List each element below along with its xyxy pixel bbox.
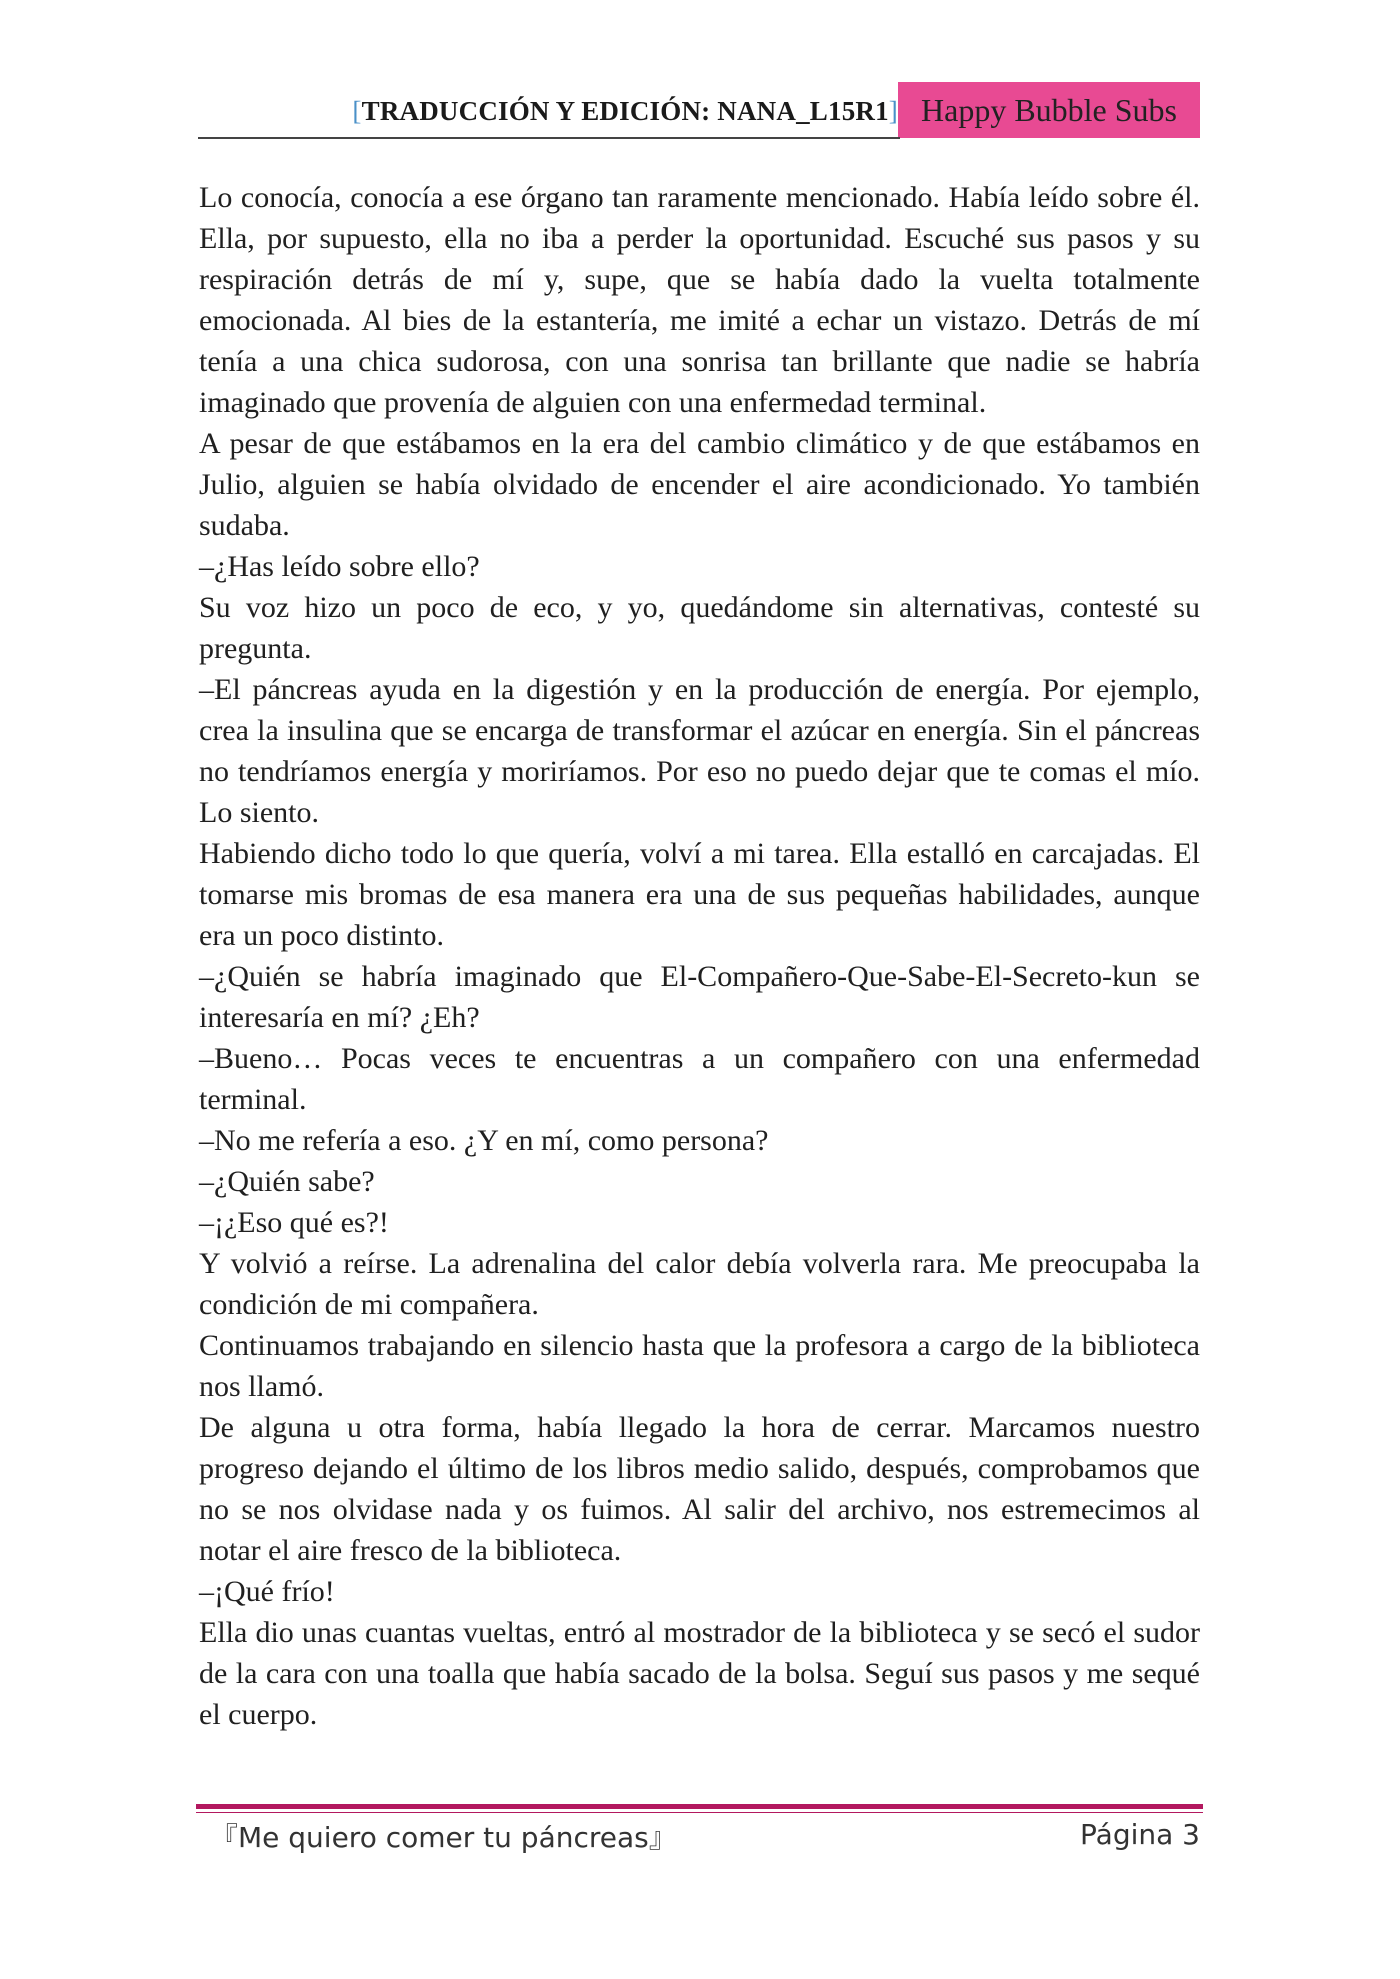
- credit-bracket-open: [: [352, 96, 362, 126]
- paragraph: –¡Qué frío!: [199, 1575, 335, 1608]
- page-header: [198, 82, 1200, 138]
- paragraph: –No me refería a eso. ¿Y en mí, como persona?: [199, 1124, 769, 1157]
- credit-bracket-close: ]: [888, 96, 898, 126]
- paragraph: –¿Has leído sobre ello?: [199, 550, 480, 583]
- translation-credit: [352, 96, 898, 127]
- footer-divider: [196, 1804, 1203, 1809]
- paragraph: Su voz hizo un poco de eco, y yo, quedándome sin alternativas, contesté su pregunta.: [199, 591, 1200, 665]
- paragraph: De alguna u otra forma, había llegado la hora de cerrar. Marcamos nuestro progreso dejando el último de los libros medio salido, después, comprobamos que no se nos olvidase nada y os fuimos. Al salir del archivo, nos estremecimos al notar el aire fresco de la biblioteca.: [199, 1411, 1200, 1567]
- paragraph: –El páncreas ayuda en la digestión y en la producción de energía. Por ejemplo, crea la insulina que se encarga de transformar el azúcar en energía. Sin el páncreas no tendríamos energía y moriríamos. Por eso no puedo dejar que te comas el mío. Lo siento.: [199, 673, 1200, 829]
- paragraph: –¿Quién sabe?: [199, 1165, 375, 1198]
- paragraph: Y volvió a reírse. La adrenalina del calor debía volverla rara. Me preocupaba la condición de mi compañera.: [199, 1247, 1200, 1321]
- footer-divider-thin: [196, 1812, 1203, 1813]
- paragraph: –Bueno… Pocas veces te encuentras a un compañero con una enfermedad terminal.: [199, 1042, 1200, 1116]
- paragraph: Continuamos trabajando en silencio hasta que la profesora a cargo de la biblioteca nos llamó.: [199, 1329, 1200, 1403]
- paragraph: Habiendo dicho todo lo que quería, volví a mi tarea. Ella estalló en carcajadas. El tomarse mis bromas de esa manera era una de sus pequeñas habilidades, aunque era un poco distinto.: [199, 837, 1200, 952]
- paragraph: –¡¿Eso qué es?!: [199, 1206, 389, 1239]
- credit-text: TRADUCCIÓN Y EDICIÓN: NANA_L15R1: [361, 96, 889, 126]
- paragraph: –¿Quién se habría imaginado que El-Compañero-Que-Sabe-El-Secreto-kun se interesaría en mí? ¿Eh?: [199, 960, 1200, 1034]
- book-title: 『Me quiero comer tu páncreas』: [210, 1821, 677, 1854]
- header-divider: [198, 137, 900, 139]
- paragraph: Ella dio unas cuantas vueltas, entró al mostrador de la biblioteca y se secó el sudor de la cara con una toalla que había sacado de la bolsa. Seguí sus pasos y me sequé el cuerpo.: [199, 1616, 1200, 1731]
- paragraph: Lo conocía, conocía a ese órgano tan raramente mencionado. Había leído sobre él. Ella, por supuesto, ella no iba a perder la oportunidad. Escuché sus pasos y su respiración detrás de mí y, supe, que se había dado la vuelta totalmente emocionada. Al bies de la estantería, me imité a echar un vistazo. Detrás de mí tenía a una chica sudorosa, con una sonrisa tan brillante que nadie se habría imaginado que provenía de alguien con una enfermedad terminal.: [199, 181, 1200, 419]
- body-text: [199, 177, 1200, 1735]
- group-badge: Happy Bubble Subs: [898, 82, 1200, 138]
- paragraph: A pesar de que estábamos en la era del cambio climático y de que estábamos en Julio, alguien se había olvidado de encender el aire acondicionado. Yo también sudaba.: [199, 427, 1200, 542]
- page-number: Página 3: [1080, 1818, 1200, 1851]
